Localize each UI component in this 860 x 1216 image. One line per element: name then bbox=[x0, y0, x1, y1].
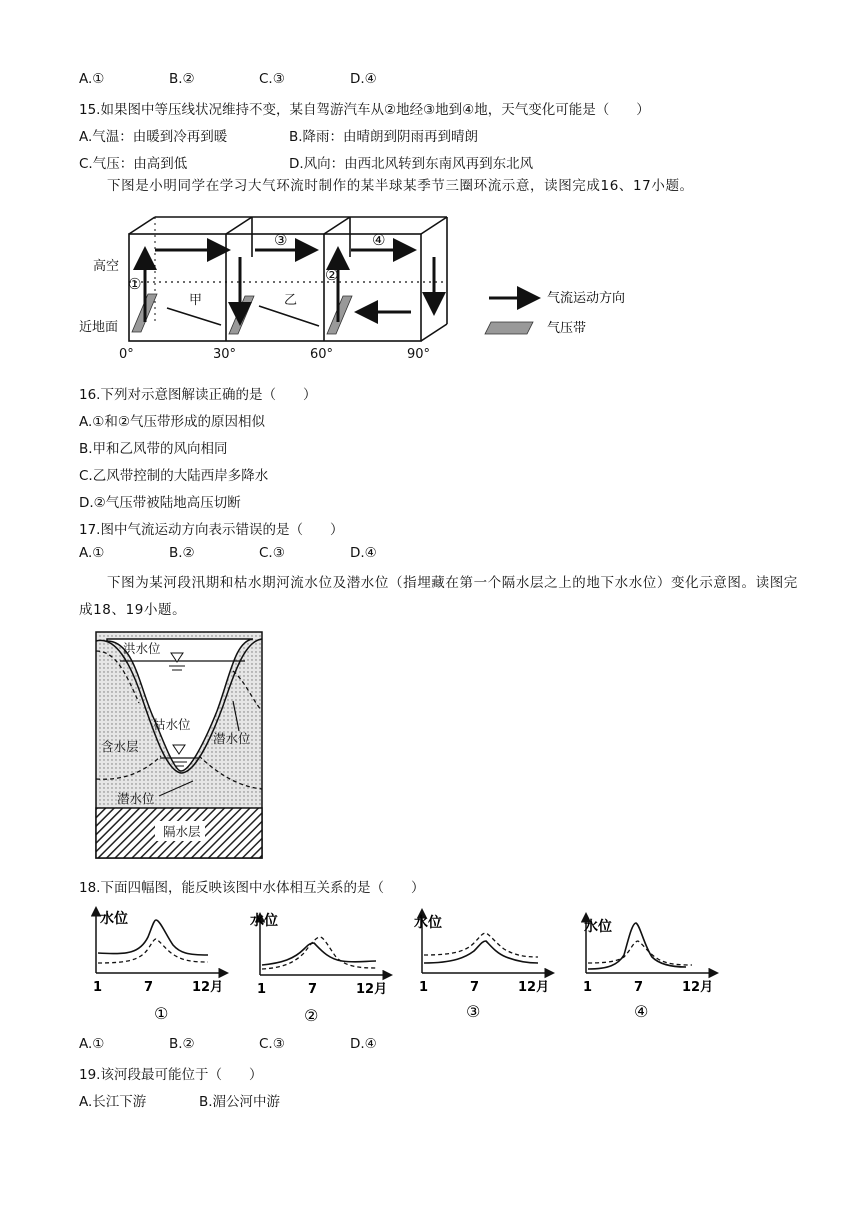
label-lat-90: 90° bbox=[407, 347, 431, 362]
q18-option-b: B.② bbox=[169, 1036, 195, 1052]
label-aquiclude: 隔水层 bbox=[163, 824, 201, 839]
label-near-ground: 近地面 bbox=[79, 320, 119, 335]
legend-belt-label: 气压带 bbox=[547, 321, 587, 336]
label-lat-0: 0° bbox=[119, 347, 134, 362]
q14-option-b: B.② bbox=[169, 71, 195, 87]
label-lat-30: 30° bbox=[213, 347, 237, 362]
graph-2 bbox=[250, 912, 390, 1025]
q14-option-c: C.③ bbox=[259, 71, 285, 87]
label-yi: 乙 bbox=[284, 293, 298, 308]
q15-option-a: A.气温：由暖到冷再到暖 bbox=[79, 129, 228, 145]
intro-16-17: 下图是小明同学在学习大气环流时制作的某半球某季节三圈环流示意，读图完成16、17小题。 bbox=[107, 178, 694, 194]
label-marker-4: ④ bbox=[372, 231, 386, 249]
q17-option-d: D.④ bbox=[350, 545, 377, 561]
graph-4-ylabel: 水位 bbox=[584, 919, 612, 935]
q18-option-a: A.① bbox=[79, 1036, 105, 1052]
graph-1-x-mid: 7 bbox=[144, 980, 154, 995]
graph-2-x-start: 1 bbox=[257, 982, 267, 997]
q16-option-c: C.乙风带控制的大陆西岸多降水 bbox=[79, 468, 269, 484]
label-marker-1: ① bbox=[128, 275, 142, 293]
graph-2-number: ② bbox=[304, 1006, 319, 1025]
graph-4 bbox=[583, 915, 716, 1021]
label-flood-level: 洪水位 bbox=[123, 641, 161, 656]
label-aquifer: 含水层 bbox=[101, 739, 139, 754]
q19-stem: 19.该河段最可能位于（ ） bbox=[79, 1067, 263, 1083]
graph-4-x-start: 1 bbox=[583, 980, 593, 995]
graph-2-ylabel: 水位 bbox=[250, 913, 278, 929]
q17-option-c: C.③ bbox=[259, 545, 285, 561]
label-marker-3: ③ bbox=[274, 231, 288, 249]
water-level-graphs bbox=[88, 905, 738, 1025]
label-jia: 甲 bbox=[189, 293, 203, 308]
graph-4-x-mid: 7 bbox=[634, 980, 644, 995]
q15-stem: 15.如果图中等压线状况维持不变，某自驾游汽车从②地经③地到④地，天气变化可能是（ ） bbox=[79, 102, 650, 118]
q18-option-c: C.③ bbox=[259, 1036, 285, 1052]
graph-3-x-start: 1 bbox=[419, 980, 429, 995]
graph-3-x-mid: 7 bbox=[470, 980, 480, 995]
graph-4-number: ④ bbox=[634, 1002, 649, 1021]
legend-arrow-label: 气流运动方向 bbox=[547, 291, 626, 306]
q15-option-d: D.风向：由西北风转到东南风再到东北风 bbox=[289, 156, 534, 172]
graph-1-ylabel: 水位 bbox=[100, 911, 128, 927]
q15-option-c: C.气压：由高到低 bbox=[79, 156, 188, 172]
graph-1-x-end: 12月 bbox=[192, 980, 224, 995]
label-phreatic-left: 潜水位 bbox=[117, 791, 155, 806]
graph-3-ylabel: 水位 bbox=[414, 915, 442, 931]
graph-3-x-end: 12月 bbox=[518, 980, 550, 995]
q14-option-d: D.④ bbox=[350, 71, 377, 87]
river-figure bbox=[95, 631, 265, 861]
graph-1-number: ① bbox=[154, 1004, 169, 1023]
graph-2-x-mid: 7 bbox=[308, 982, 318, 997]
label-phreatic-right: 潜水位 bbox=[213, 731, 251, 746]
label-high-altitude: 高空 bbox=[93, 259, 120, 274]
q14-option-a: A.① bbox=[79, 71, 105, 87]
graph-2-x-end: 12月 bbox=[356, 982, 388, 997]
graph-4-x-end: 12月 bbox=[682, 980, 714, 995]
intro-18-19: 下图为某河段汛期和枯水期河流水位及潜水位（指埋藏在第一个隔水层之上的地下水水位）变化示意图。读图完成18、19小题。 bbox=[79, 575, 798, 618]
graph-3-number: ③ bbox=[466, 1002, 481, 1021]
label-marker-2: ② bbox=[325, 266, 339, 284]
q15-option-b: B.降雨：由晴朗到阴雨再到晴朗 bbox=[289, 129, 479, 145]
q17-option-a: A.① bbox=[79, 545, 105, 561]
legend-belt-icon bbox=[485, 322, 533, 334]
q18-stem: 18.下面四幅图，能反映该图中水体相互关系的是（ ） bbox=[79, 880, 425, 896]
graph-1-x-start: 1 bbox=[93, 980, 103, 995]
graph-3 bbox=[414, 911, 552, 1021]
q16-option-b: B.甲和乙风带的风向相同 bbox=[79, 441, 228, 457]
q17-option-b: B.② bbox=[169, 545, 195, 561]
q16-option-a: A.①和②气压带形成的原因相似 bbox=[79, 414, 265, 430]
q16-stem: 16.下列对示意图解读正确的是（ ） bbox=[79, 387, 317, 403]
q19-option-a: A.长江下游 bbox=[79, 1094, 147, 1110]
circulation-figure bbox=[75, 212, 635, 372]
q16-option-d: D.②气压带被陆地高压切断 bbox=[79, 495, 241, 511]
q17-stem: 17.图中气流运动方向表示错误的是（ ） bbox=[79, 522, 344, 538]
q18-option-d: D.④ bbox=[350, 1036, 377, 1052]
graph-1 bbox=[93, 909, 226, 1023]
q19-option-b: B.湄公河中游 bbox=[199, 1094, 281, 1110]
label-dry-level: 枯水位 bbox=[153, 717, 191, 732]
label-lat-60: 60° bbox=[310, 347, 334, 362]
